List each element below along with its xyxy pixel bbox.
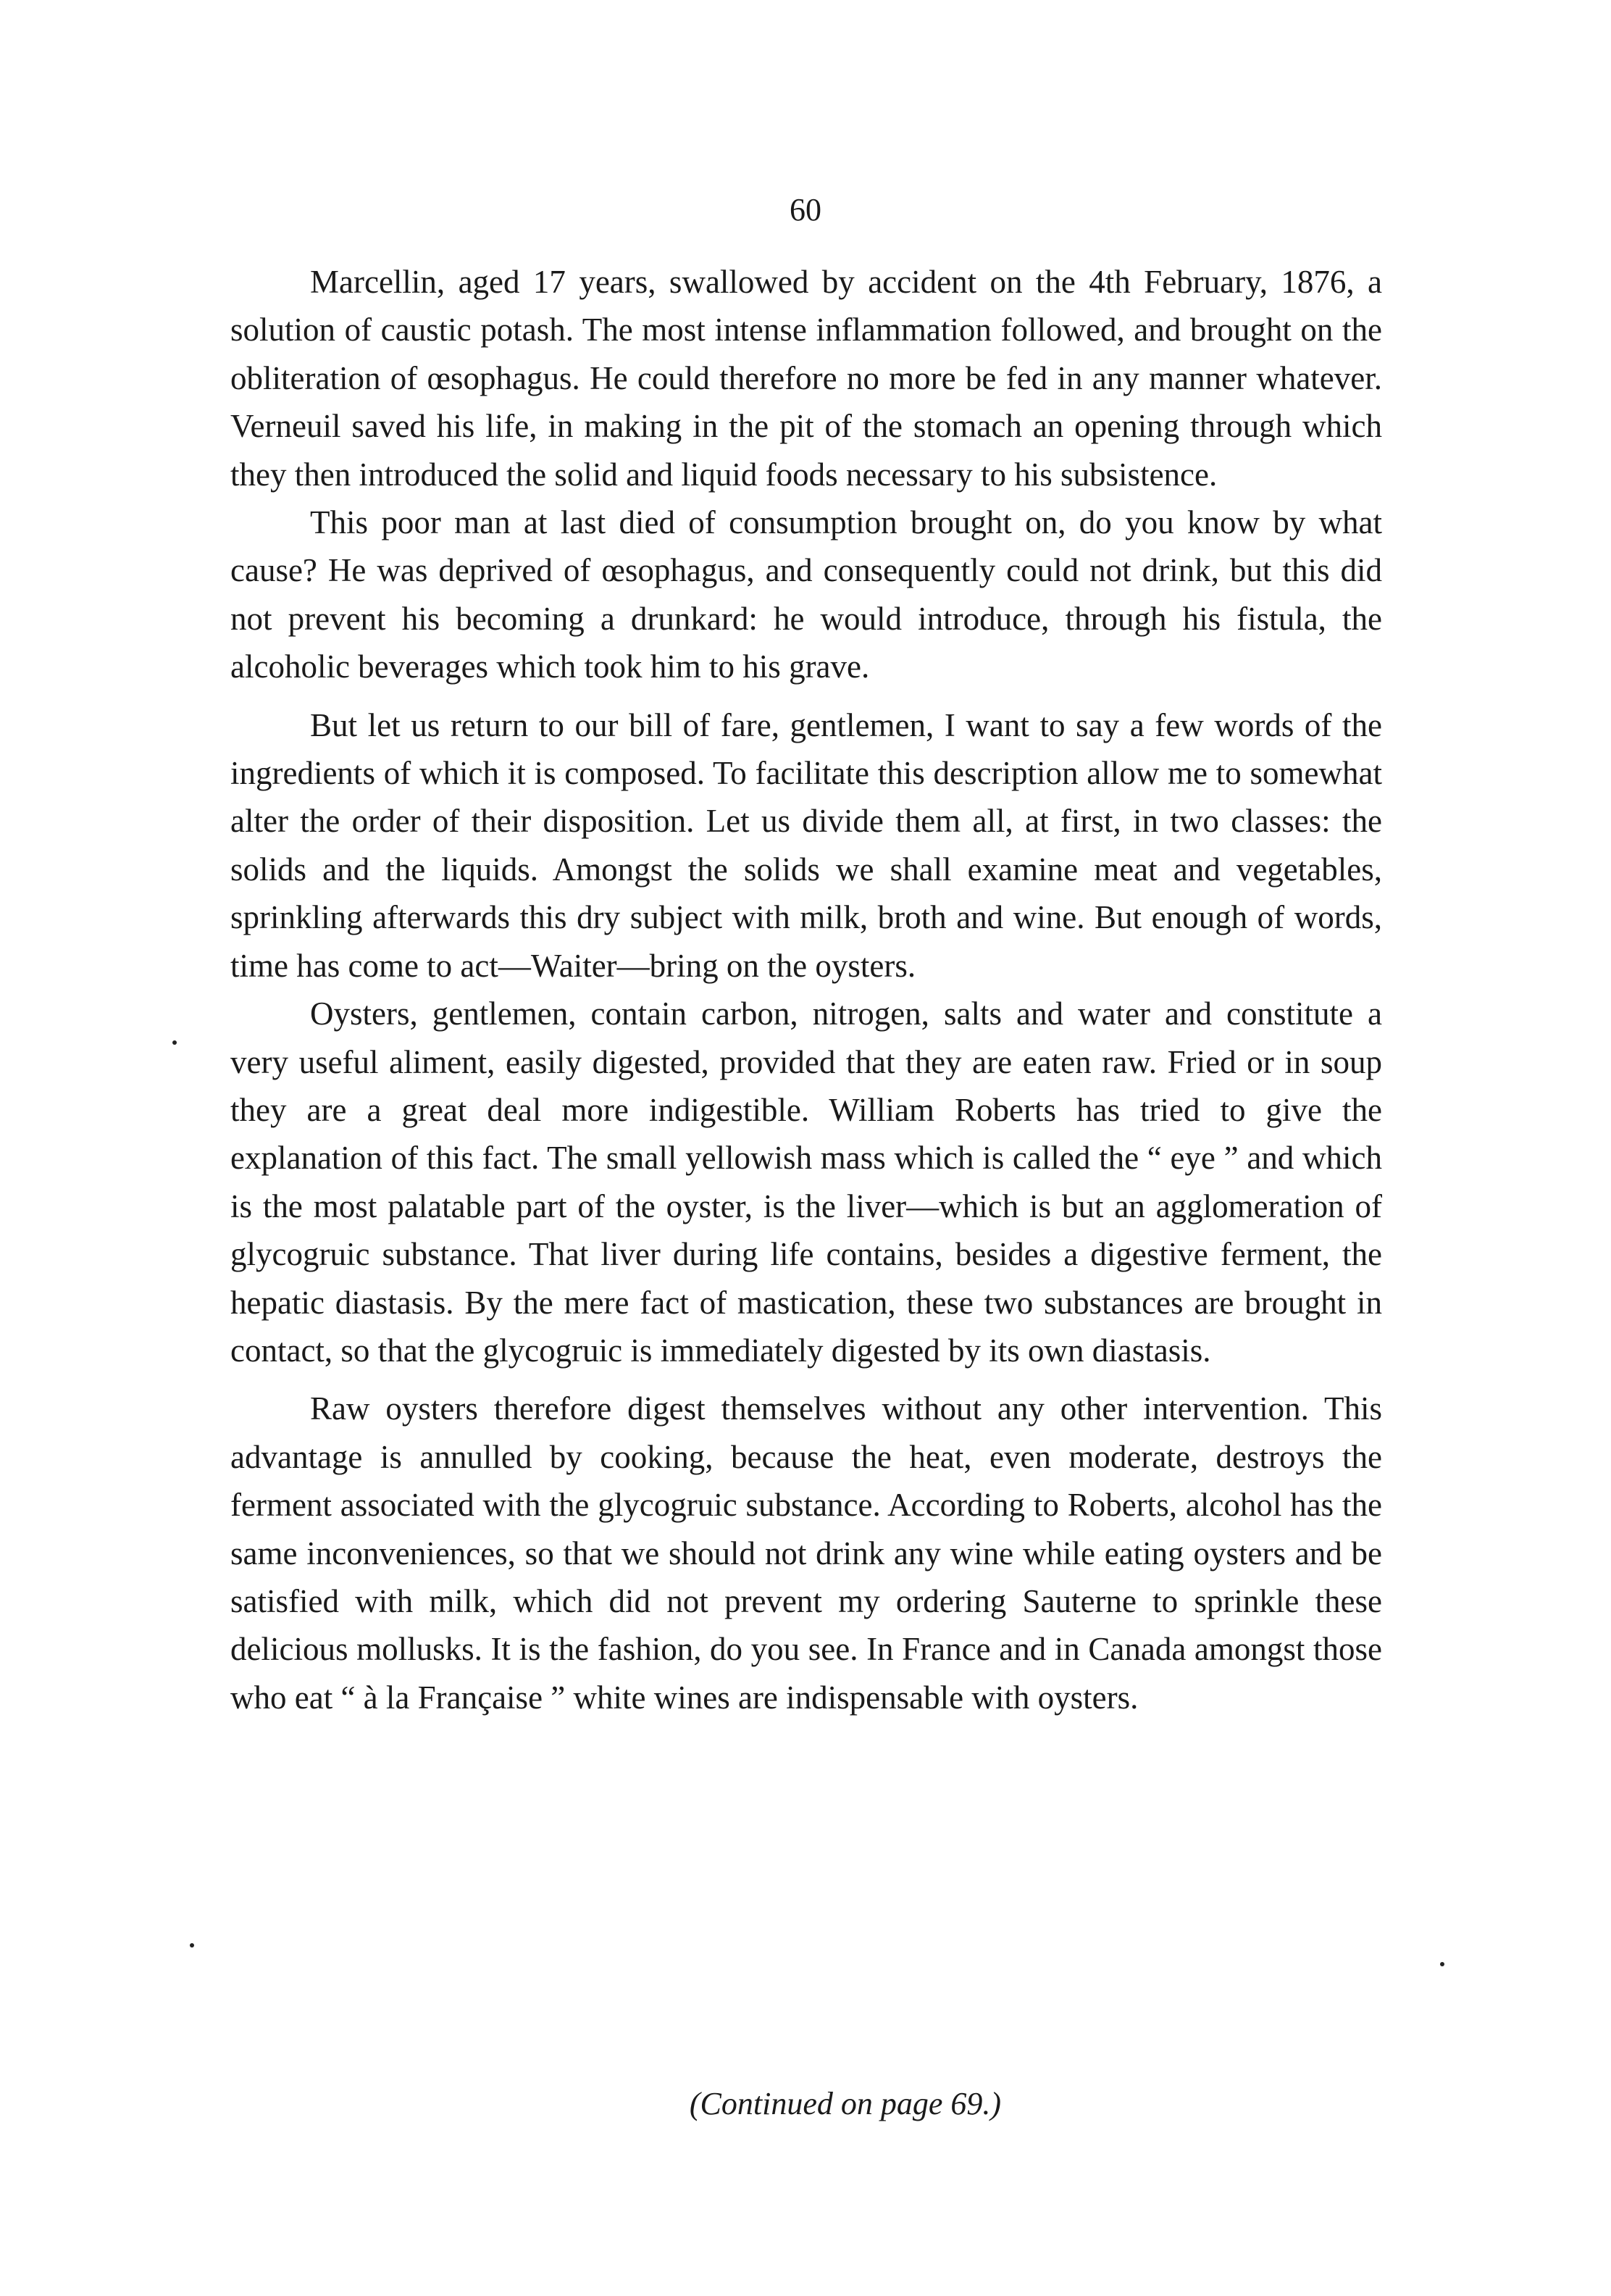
paragraph-bill-of-fare: But let us return to our bill of fare, gentlemen, I want to say a few words of the ingredients of which it is composed. To facilitate this description allow me to somewhat alter the order of their disposition. Let us divide them all, at first, in two classes: the solids and the liquids. Amongst the solids we shall examine meat and vegetables, sprinkling afterwards this dry subject with milk, broth and wine. But enough of words, time has come to act—Waiter—bring on the oysters. bbox=[230, 706, 1382, 984]
paragraph-marcellin: Marcellin, aged 17 years, swallowed by accident on the 4th February, 1876, a solution of caustic potash. The most intense inflammation followed, and brought on the obliteration of œsophagus. He could therefore no more be fed in any manner whatever. Verneuil saved his life, in making in the pit of the stomach an opening through which they then introduced the solid and liquid foods necessary to his subsistence. bbox=[230, 264, 1382, 493]
page-number: 60 bbox=[790, 192, 821, 227]
continued-note: (Continued on page 69.) bbox=[689, 2086, 1002, 2121]
scan-speck bbox=[1440, 1962, 1444, 1966]
paragraph-oysters: Oysters, gentlemen, contain carbon, nitrogen, salts and water and constitute a very useful aliment, easily digested, provided that they are eaten raw. Fried or in soup they are a great deal more indigestible. William Roberts has tried to give the explanation of this fact. The small yellowish mass which is called the “ eye ” and which is the most palatable part of the oyster, is the liver—which is but an agglomeration of glycogruic substance. That liver during life contains, besides a digestive ferment, the hepatic diastasis. By the mere fact of mastication, these two substances are brought in contact, so that the glycogruic is immediately digested by its own diastasis. bbox=[230, 995, 1382, 1369]
body-text bbox=[230, 258, 1382, 1721]
scan-speck bbox=[190, 1943, 194, 1948]
scan-speck bbox=[172, 1040, 177, 1045]
paragraph-poor-man: This poor man at last died of consumption brought on, do you know by what cause? He was deprived of œsophagus, and consequently could not drink, but this did not prevent his becoming a drunkard: he would introduce, through his fistula, the alcoholic beverages which took him to his grave. bbox=[230, 504, 1382, 685]
paragraph-raw-oysters: Raw oysters therefore digest themselves without any other intervention. This advantage is annulled by cooking, because the heat, even moderate, destroys the ferment associated with the glycogruic substance. According to Roberts, alcohol has the same inconveniences, so that we should not drink any wine while eating oysters and be satisfied with milk, which did not prevent my ordering Sauterne to sprinkle these delicious mollusks. It is the fashion, do you see. In France and in Canada amongst those who eat “ à la Française ” white wines are indispensable with oysters. bbox=[230, 1390, 1382, 1716]
